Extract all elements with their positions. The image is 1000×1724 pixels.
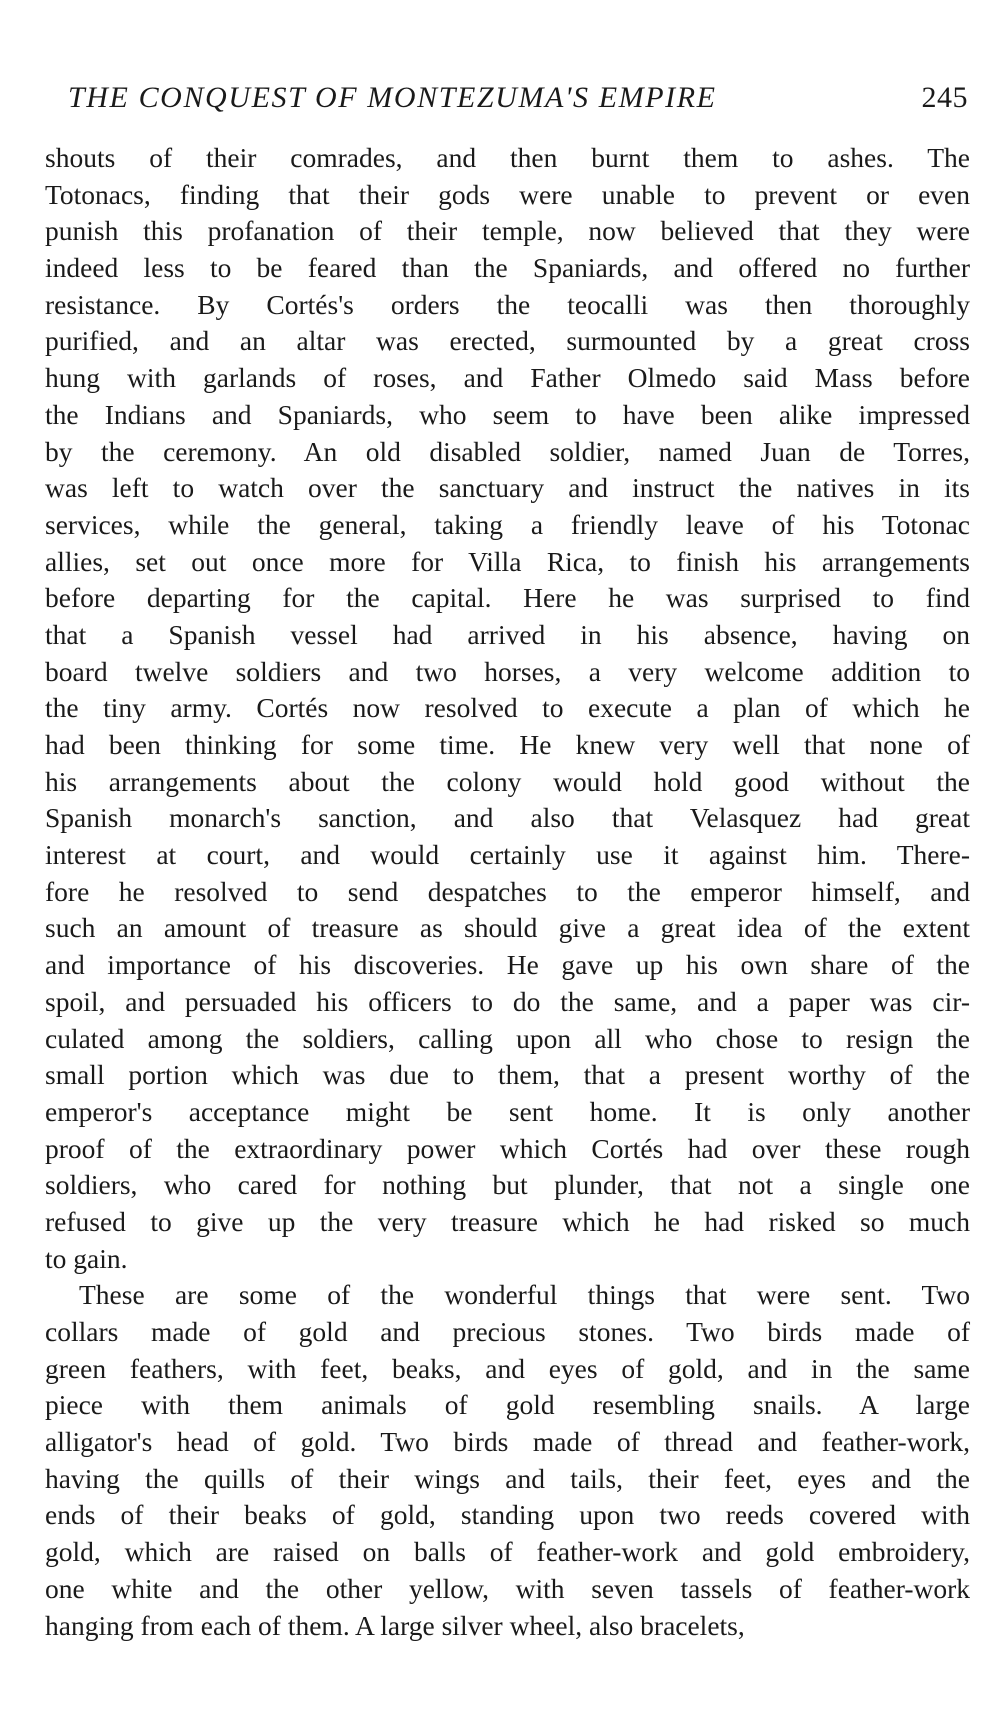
text-line: such an amount of treasure as should give a great idea of the extent (45, 912, 970, 944)
paragraph (45, 140, 970, 1277)
text-line: hanging from each of them. A large silver wheel, also bracelets, (45, 1609, 745, 1641)
text-line: indeed less to be feared than the Spaniards, and offered no further (45, 252, 970, 284)
paragraph (45, 1277, 970, 1644)
text-line: the Indians and Spaniards, who seem to have been alike impressed (45, 398, 970, 430)
text-line: services, while the general, taking a friendly leave of his Totonac (45, 508, 970, 540)
text-line: ends of their beaks of gold, standing upon two reeds covered with (45, 1499, 970, 1531)
text-line: small portion which was due to them, that a present worthy of the (45, 1059, 970, 1091)
text-line: by the ceremony. An old disabled soldier, named Juan de Torres, (45, 435, 970, 467)
text-line: shouts of their comrades, and then burnt them to ashes. The (45, 142, 970, 173)
text-line: punish this profanation of their temple, now believed that they were (45, 215, 970, 247)
text-line: Totonacs, finding that their gods were unable to prevent or even (45, 178, 970, 210)
text-line: board twelve soldiers and two horses, a very welcome addition to (45, 655, 970, 687)
text-line: that a Spanish vessel had arrived in his absence, having on (45, 618, 970, 650)
text-line: had been thinking for some time. He knew very well that none of (45, 729, 970, 760)
running-head (48, 78, 968, 118)
text-line: piece with them animals of gold resembling snails. A large (45, 1389, 970, 1421)
text-line: purified, and an altar was erected, surmounted by a great cross (45, 325, 970, 357)
text-line: was left to watch over the sanctuary and instruct the natives in its (45, 472, 970, 504)
text-line: These are some of the wonderful things that were sent. Two (79, 1279, 970, 1311)
text-line: before departing for the capital. Here he was surprised to find (45, 582, 970, 614)
page-number: 245 (921, 81, 968, 114)
text-line: green feathers, with feet, beaks, and eyes of gold, and in the same (45, 1352, 970, 1384)
text-line: collars made of gold and precious stones. Two birds made of (45, 1316, 970, 1347)
text-line: culated among the soldiers, calling upon all who chose to resign the (45, 1022, 970, 1054)
text-line: the tiny army. Cortés now resolved to execute a plan of which he (45, 692, 970, 724)
text-line: resistance. By Cortés's orders the teocalli was then thoroughly (45, 288, 970, 320)
text-line: interest at court, and would certainly use it against him. There- (45, 839, 970, 871)
running-title: THE CONQUEST OF MONTEZUMA'S EMPIRE (68, 81, 717, 114)
text-line: spoil, and persuaded his officers to do the same, and a paper was cir- (45, 985, 970, 1017)
text-line: alligator's head of gold. Two birds made of thread and feather-work, (45, 1426, 970, 1458)
body-text (45, 140, 970, 1644)
text-line: gold, which are raised on balls of feather-work and gold embroidery, (45, 1536, 970, 1568)
text-line: to gain. (45, 1242, 128, 1274)
text-line: refused to give up the very treasure which he had risked so much (45, 1205, 970, 1237)
text-line: hung with garlands of roses, and Father Olmedo said Mass before (45, 362, 970, 394)
text-line: soldiers, who cared for nothing but plunder, that not a single one (45, 1169, 970, 1201)
text-line: one white and the other yellow, with seven tassels of feather-work (45, 1572, 970, 1604)
text-line: having the quills of their wings and tails, their feet, eyes and the (45, 1462, 970, 1494)
text-line: proof of the extraordinary power which Cortés had over these rough (45, 1132, 970, 1164)
text-line: and importance of his discoveries. He gave up his own share of the (45, 949, 970, 981)
text-line: Spanish monarch's sanction, and also that Velasquez had great (45, 802, 970, 834)
text-line: fore he resolved to send despatches to the emperor himself, and (45, 875, 970, 907)
text-line: his arrangements about the colony would hold good without the (45, 765, 970, 797)
text-line: emperor's acceptance might be sent home. It is only another (45, 1095, 970, 1127)
text-line: allies, set out once more for Villa Rica, to finish his arrangements (45, 545, 970, 577)
